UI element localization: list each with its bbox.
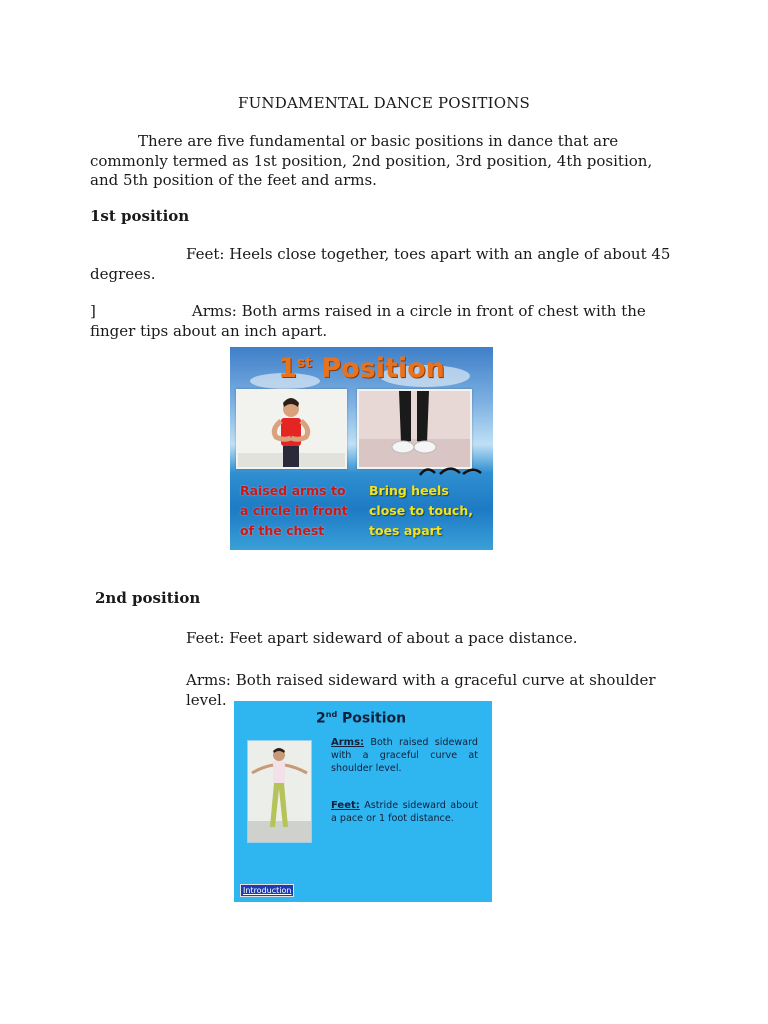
first-position-slide xyxy=(230,347,493,550)
second-arms-text: Arms: Both raised sideward with a graceful curve at shoulder level. xyxy=(186,671,656,709)
slide1-caption-feet: Bring heels close to touch, toes apart xyxy=(369,483,473,538)
second-position-slide xyxy=(234,701,492,902)
dancer-arms-image xyxy=(238,391,345,467)
slide1-title: 1st Position xyxy=(278,353,445,384)
slide2-arms-desc: Arms: Both raised sideward with a graceful curve at shoulder level. xyxy=(331,737,478,775)
palm-tree-icon xyxy=(415,465,485,477)
slide2-feet-desc: Feet: Astride sideward about a pace or 1 foot distance. xyxy=(331,800,478,825)
first-arms-paragraph xyxy=(90,302,680,341)
feet-photo xyxy=(357,389,472,469)
first-arms-text: Arms: Both arms raised in a circle in front of chest with the finger tips about an inch apart. xyxy=(90,302,646,340)
dancer-feet-image xyxy=(359,391,470,467)
dancer-second-position-image xyxy=(248,741,311,842)
first-feet-text: Feet: Heels close together, toes apart with an angle of about 45 degrees. xyxy=(90,245,671,283)
arms-bracket-marker: ] xyxy=(90,302,96,320)
second-feet-text: Feet: Feet apart sideward of about a pace distance. xyxy=(186,629,578,647)
slide2-title: 2nd Position xyxy=(316,710,407,727)
introduction-button[interactable]: Introduction xyxy=(240,884,294,897)
intro-paragraph: There are five fundamental or basic positions in dance that are commonly termed as 1st position, 2nd position, 3rd position, 4th position, and 5th position of the feet and arms. xyxy=(90,132,653,189)
heading-2nd-position: 2nd position xyxy=(95,589,201,607)
slide2-arms-label: Arms: xyxy=(331,737,365,748)
slide1-caption-arms: Raised arms to a circle in front of the chest xyxy=(240,483,348,538)
arms-photo xyxy=(236,389,347,469)
document-title: FUNDAMENTAL DANCE POSITIONS xyxy=(237,94,530,112)
heading-1st-position: 1st position xyxy=(90,207,190,225)
second-position-photo xyxy=(247,740,312,843)
slide2-feet-label: Feet: xyxy=(331,800,360,811)
